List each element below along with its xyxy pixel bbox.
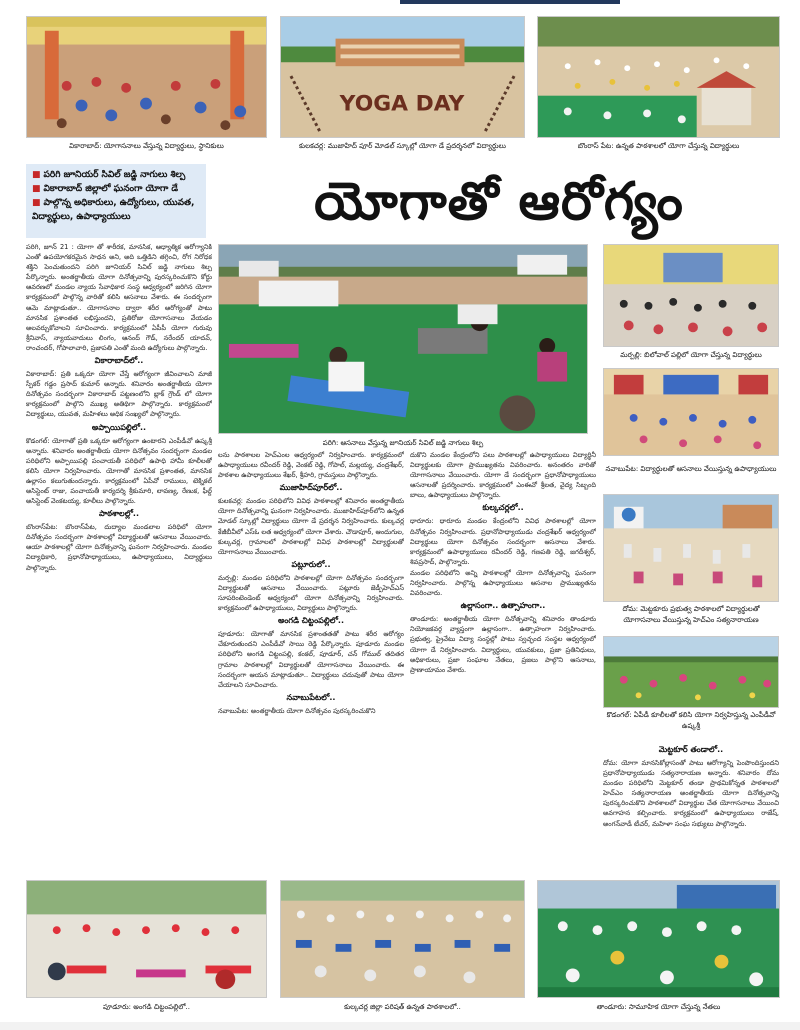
bullet-icon: ■	[32, 198, 41, 208]
subheading: అంగడి చిట్టంపల్లిలో..	[277, 616, 345, 626]
photo-marpally-yoga	[603, 244, 779, 347]
subheading: వికారాబాద్‌లో..	[94, 356, 144, 366]
paragraph: ధారూరు: ధారూరు మండల కేంద్రంలోని వివిధ పాఠశాలల్లో యోగా దినోత్సవం నిర్వహించారు. ప్రధానోపాధ్యాయుడు చంద్రశేఖర్ ఆధ్వర్యంలో విద్యార్థులు యోగా దినోత్సవం సందర్భంగా ఆసనాలు వేశారు. కార్యక్రమంలో ఉపాధ్యాయులు రవీందర్ రెడ్డి, గణపతి రెడ్డి, జగదీశ్వర్, శివప్రసాద్, పాల్గొన్నారు.	[410, 517, 596, 566]
subheading: ముజాహిద్‌పూర్‌లో..	[279, 483, 343, 493]
bullet-icon: ■	[32, 170, 41, 180]
caption-right-3: దోమ: మెట్టకూరు ప్రభుత్వ పాఠశాలలో విద్యార్థులతో యోగాసనాలు వేయిస్తున్న హెచ్ఎం సత్యనారాయణ	[622, 605, 760, 624]
paragraph: బొంరాస్‌పేట: బొంరాస్‌పేట, దుద్యాల మండలాల పరిధిలో యోగా దినోత్సవం సందర్భంగా పాఠశాలల్లో విద్యార్థులతో ఆసనాలు వేయించారు. ఆయా పాఠశాలల్లో యోగా దినోత్సవాన్ని ఘనంగా నిర్వహించారు. మండల విద్యాధికారి, ప్రధానోపాధ్యాయులు, ఉపాధ్యాయులు, విద్యార్థులు పాల్గొన్నారు.	[26, 523, 212, 572]
paragraph: మర్పల్లి: మండల పరిధిలోని పాఠశాలల్లో యోగా దినోత్సవం సందర్భంగా విద్యార్థులతో ఆసనాలు వేయించారు. పట్లూరు జెడ్పీహెచ్ఎస్ సూపరింటెండెంట్ ఆధ్వర్యంలో యోగా దినోత్సవాన్ని నిర్వహించారు. కార్యక్రమంలో ఉపాధ్యాయులు, విద్యార్థులు పాల్గొన్నారు.	[218, 573, 404, 613]
paragraph: కులకచర్ల: మండల పరిధిలోని వివిధ పాఠశాలల్లో శనివారం అంతర్జాతీయ యోగా దినోత్సవాన్ని ఘనంగా నిర్వహించారు. ముజాహిద్‌పూర్‌లోని ఉన్నత మోడల్ స్కూల్లో విద్యార్థులు యోగా డే ప్రదర్శన నిర్వహించారు. కుల్కచర్ల కేజీబీవీలో ఎస్‌ఓ లత ఆధ్వర్యంలో యోగా చేశారు. చౌడాపూర్, ఆందుగుల, కుల్కచర్ల, గ్రామాలలో పాఠశాలల్లో వివిధ పాఠశాలల్లో విద్యార్థులతో యోగాసనాలు వేయించారు.	[218, 497, 404, 556]
subheading: ఉల్లాసంగా.. ఉత్సాహంగా..	[460, 601, 546, 611]
highlight-item: ■ వికారాబాద్ జిల్లాలో ఘనంగా యోగా డే	[32, 184, 179, 194]
paragraph: నవాబుపేట: అంతర్జాతీయ యోగా దినోత్సవం పురస్కరించుకొని	[218, 706, 376, 715]
highlight-item: ■ పాల్గొన్న అధికారులు, ఉద్యోగులు, యువత,	[32, 198, 195, 208]
article-column-4	[603, 742, 779, 872]
top-color-bar	[400, 0, 620, 4]
caption-right-1: మర్పల్లి: బిలోవాల్ పల్లిలో యోగా చేస్తున్న విద్యార్థులు	[620, 351, 762, 359]
article-column-1	[26, 242, 212, 872]
subheading: అప్పాయిపల్లిలో..	[91, 422, 147, 432]
photo-kulkacharla-zphs-yoga	[280, 880, 525, 998]
highlight-item: ■ పరిగి జూనియర్ సివిల్ జడ్జి నాగులు శిల్ప	[32, 170, 186, 180]
paragraph: పరిగి, జూన్ 21 : యోగా తో శారీరక, మానసిక, ఆధ్యాత్మిక ఆరోగ్యానికి ఎంతో ఉపయోగకరమైన సాధన అని, అది ఒత్తిడిని తగ్గించి, రోగ నిరోధక శక్తిని పెంచుతుందని పరిగి జూనియర్ సివిల్ జడ్జి నాగులు శిల్ప పేర్కొన్నారు. అంతర్జాతీయ యోగా దినోత్సవాన్ని పురస్కరించుకొని కోర్టు ఆవరణలో మండల న్యాయ సేవాధికార సంస్థ ఆధ్వర్యంలో జరిగిన యోగా కార్యక్రమంలో పాల్గొన్న వారితో కలిసి ఆసనాలు వేశారు. ఈ సందర్భంగా ఆమె మాట్లాడుతూ.. యోగాసనాల ద్వారా శరీర ఆరోగ్యంతో పాటు మానసిక ప్రశాంతత లభిస్తుందని, ప్రతిరోజు యోగాసనాలు వేయడం అలవర్చుకోవాలని సూచించారు. కార్యక్రమంలో ఏపీపీ యోగా గురువు శ్రీనివాస్, న్యాయవాదులు లింగం, ఆనంద్ గౌడ్, నరేందర్ యాదవ్, రాంచందర్, గోపాలాచారి, ప్రజాపతి ఎంతో మంది ఉద్యోగులు పాల్గొన్నారు.	[26, 243, 212, 352]
caption-bottom-3: తాండూరు: సామూహిక యోగా చేస్తున్న నేతలు	[596, 1003, 721, 1011]
paragraph: లను పాఠశాలల హెచ్ఎంల ఆధ్వర్యంలో నిర్వహించారు. కార్యక్రమంలో ఉపాధ్యాయులు రవీందర్ రెడ్డి, వెంకట్ రెడ్డి, గోపాల్, మల్లయ్య, చంద్రశేఖర్, పాఠశాల ఉపాధ్యాయులు శేఖర్, శ్రీహరి, గ్రామస్తులు పాల్గొన్నారు.	[218, 451, 404, 480]
caption-top-2: కులకచర్ల: ముజాహిద్ పూర్ మోడల్ స్కూల్లో యోగా డే ప్రదర్శనలో విద్యార్థులు	[299, 142, 506, 150]
paragraph: దుకొని మండల కేంద్రంలోని పలు పాఠశాలల్లో ఉపాధ్యాయులు విద్యార్థినీ విద్యార్థులకు యోగా ప్రాముఖ్యతను వివరించారు. అనంతరం వారితో యోగాసనాలు వేయించారు. యోగా డే సందర్భంగా ప్రధానోపాధ్యాయులు ఆసనాలతో ప్రదర్శించారు. కార్యక్రమంలో ఎంఈవో శ్రీలత, వైద్య సిబ్బంది బాలు, ఉపాధ్యాయులు పాల్గొన్నారు.	[410, 451, 596, 500]
page-headline: యోగాతో ఆరోగ్యం	[314, 172, 684, 232]
photo-doma-school-yoga	[603, 494, 779, 602]
subheading: కుల్కచర్లలో..	[482, 503, 524, 513]
subheading: పాఠశాలల్లో..	[98, 509, 140, 519]
subheading: నవాబుపేటలో..	[286, 692, 336, 702]
paragraph: మండల పరిధిలోని అన్ని పాఠశాలల్లో యోగా దినోత్సవాన్ని ఘనంగా నిర్వహించారు. పాల్గొన్న ఉపాధ్యాయులు ఆసనాల ప్రాముఖ్యతను వివరించారు.	[410, 568, 596, 598]
caption-bottom-1: పూడూరు: అంగడి చిట్టంపల్లిలో..	[103, 1003, 190, 1011]
caption-top-1: వికారాబాద్: యోగాసనాలు వేస్తున్న విద్యార్థులు, స్థానికులు	[69, 142, 224, 150]
paragraph: వికారాబాద్: ప్రతి ఒక్కరూ యోగా చేస్తే ఆరోగ్యంగా జీవించాలని మాజీ స్పీకర్ గడ్డం ప్రసాద్ కుమార్ అన్నారు. శనివారం అంతర్జాతీయ యోగా దినోత్సవం సందర్భంగా వికారాబాద్ పట్టణంలోని బ్లాక్ గ్రౌండ్ లో యోగా కార్యక్రమంలో పాల్గొని ముఖ్య అతిథిగా పాల్గొన్నారు. కార్యక్రమంలో విద్యార్థులు, యువత, మహిళలు అధిక సంఖ్యలో పాల్గొన్నారు.	[26, 370, 212, 419]
caption-right-4: కొడంగల్: ఏపీడీ కూలీలతో కలిసి యోగా నిర్వహిస్తున్న ఎంపీడీవో ఉష్కశ్రీ	[606, 711, 776, 730]
photo-pudur-yoga	[26, 880, 267, 998]
paragraph: పూడూరు: యోగాతో మానసిక ప్రశాంతతతో పాటు శరీర ఆరోగ్యం చేకూరుతుందని ఎంపీడీవో సాయి రెడ్డి పేర్కొన్నారు. పూడూరు మండల పరిధిలోని అంగడి చిట్టంపల్లి, కంకల్, పూడూర్, చన్ గోముల్ తదితర గ్రామాల పాఠశాలల్లో విద్యార్థులతో యోగాసనాలు వేయించారు. ఈ సందర్భంగా ఆయన మాట్లాడుతూ.. విద్యార్థులు చదువుతో పాటు యోగా చేయాలని సూచించారు.	[218, 630, 404, 689]
caption-bottom-2: కుల్కచర్ల జిల్లా పరిషత్ ఉన్నత పాఠశాలలో..	[344, 1003, 461, 1011]
paragraph: తాండూరు: అంతర్జాతీయ యోగా దినోత్సవాన్ని శనివారం తాండూరు నియోజకవర్గ వ్యాప్తంగా ఉల్లాసంగా.. ఉత్సాహంగా నిర్వహించారు. ప్రభుత్వ, ప్రైవేటు విద్యా సంస్థల్లో పాటు స్వచ్ఛంద సంస్థల ఆధ్వర్యంలో యోగా డే నిర్వహించారు. విద్యార్థులు, యువకులు, ప్రజా ప్రతినిధులు, అధికారులు, ప్రజా సంఘాల నేతలు, ప్రజలు పాల్గొని ఆసనాలు, ప్రాణాయామం వేశారు.	[410, 615, 596, 674]
caption-right-2: నవాబుపేట: విద్యార్థులతో ఆసనాలు వేయిస్తున్న ఉపాధ్యాయులు	[605, 465, 777, 473]
yoga-day-banner: YOGA DAY	[339, 91, 465, 117]
photo-bomraspet-school-yoga	[537, 16, 780, 138]
page-bottom-strip	[0, 1022, 800, 1030]
paragraph: కొడంగల్: యోగాతో ప్రతి ఒక్కరూ ఆరోగ్యంగా ఉంటారని ఎంపీడీవో ఉష్కశ్రీ అన్నారు. శనివారం అంతర్జాతీయ యోగా దినోత్సవం సందర్భంగా మండల పరిధిలోని అప్పాయిపల్లి పంచాయతీ పరిధిలో ఉపాధి హామీ కూలీలతో కలిసి యోగా నిర్వహించారు. యోగాతో మానసిక ప్రశాంతత, మానసిక ఉల్లాసం కలుగుతుందన్నారు. కార్యక్రమంలో ఏపీవో రాములు, టెక్నికల్ అసిస్టెంట్ రాజు, పంచాయతీ కార్యదర్శి శ్రీకుమారి, లావణ్య, రేణుక, ఫీల్డ్ అసిస్టెంట్ వెంకటయ్య, కూలీలు పాల్గొన్నారు.	[26, 436, 212, 506]
bullet-icon: ■	[32, 184, 41, 194]
caption-center: పరిగి: ఆసనాలు వేస్తున్న జూనియర్ సివిల్ జడ్జి నాగులు శిల్ప	[322, 439, 484, 447]
photo-yoga-day-formation	[280, 16, 525, 138]
photo-tandur-mass-yoga	[537, 880, 780, 998]
photo-judge-yoga	[218, 244, 588, 434]
article-column-2	[218, 450, 404, 872]
paragraph: దోమ: యోగా మానసికోల్లాసంతో పాటు ఆరోగ్యాన్ని పెంపొందిస్తుందని ప్రధానోపాధ్యాయుడు సత్యనారాయణ అన్నారు. శనివారం దోమ మండల పరిధిలోని మెట్టకూర్ తండా ప్రాథమికోన్నత పాఠశాలలో హెచ్ఎం సత్యనారాయణ అంతర్జాతీయ యోగా దినోత్సవాన్ని పురస్కరించుకొని పాఠశాలలో విద్యార్థుల చేత యోగాసనాలు వేయించి అవగాహన కల్పించారు. కార్యక్రమంలో ఉపాధ్యాయులు రాజేష్, అంగన్‌వాడీ టీచర్, మహిళా సంఘ సభ్యులు పాల్గొన్నారు.	[603, 759, 779, 828]
highlight-item: విద్యార్థులు, ఉపాధ్యాయులు	[32, 212, 131, 222]
photo-kodangal-workers-yoga	[603, 636, 779, 708]
caption-top-3: బొంరాస్ పేట: ఉన్నత పాఠశాలలో యోగా చేస్తున్న విద్యార్థులు	[577, 142, 740, 150]
story-highlights	[26, 164, 206, 238]
photo-nawabpet-yoga	[603, 368, 779, 456]
article-column-3	[410, 450, 596, 872]
subheading: పట్లూరులో..	[291, 559, 331, 569]
photo-vikarabad-yoga	[26, 16, 267, 138]
subheading: మెట్టకూర్ తండాలో..	[658, 745, 724, 754]
